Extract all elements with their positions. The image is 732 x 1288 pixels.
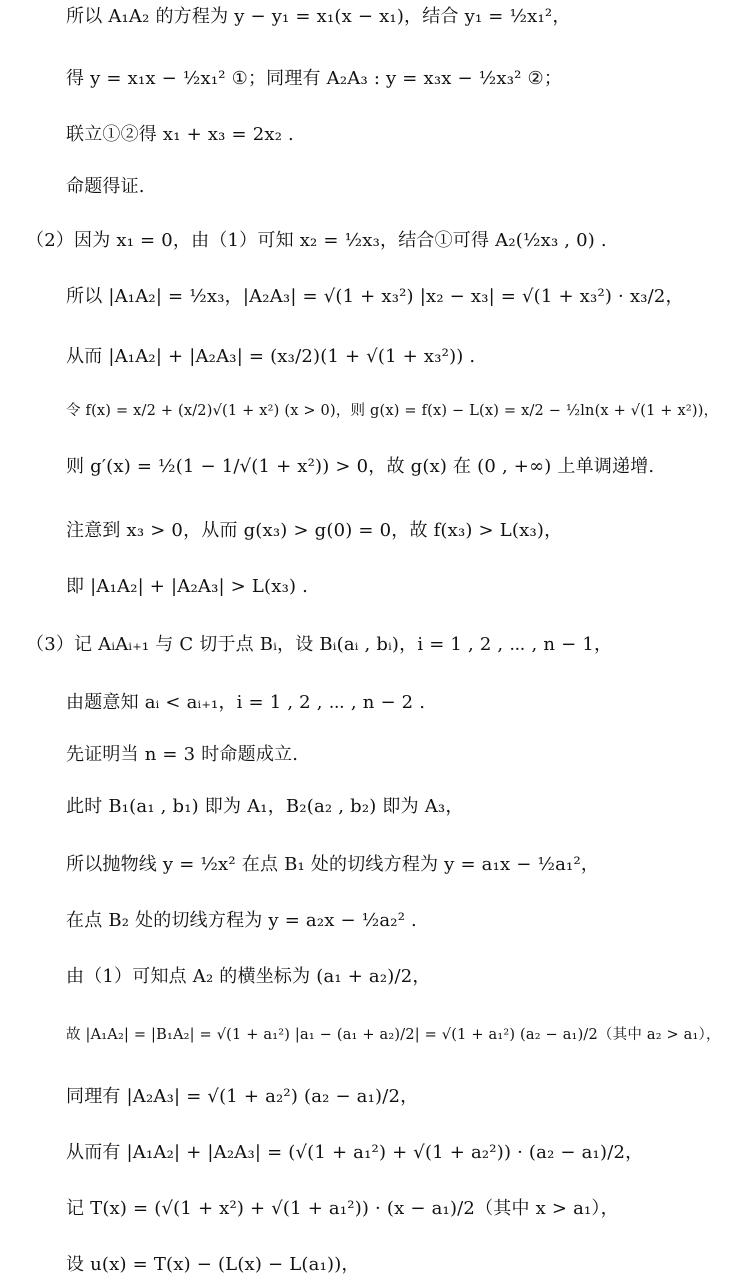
text-line: 联立①②得 x₁ + x₃ = 2x₂ . bbox=[66, 124, 294, 145]
text-line: 所以 |A₁A₂| = ½x₃，|A₂A₃| = √(1 + x₃²) |x₂ − x₃| = √(1 + x₃²) · x₃/2， bbox=[66, 286, 684, 307]
text-line: 所以抛物线 y = ½x² 在点 B₁ 处的切线方程为 y = a₁x − ½a₁²， bbox=[66, 854, 600, 875]
text-line: 先证明当 n = 3 时命题成立. bbox=[66, 744, 299, 765]
text-line: 同理有 |A₂A₃| = √(1 + a₂²) (a₂ − a₁)/2， bbox=[66, 1086, 419, 1107]
text-line: 此时 B₁(a₁ , b₁) 即为 A₁，B₂(a₂ , b₂) 即为 A₃， bbox=[66, 796, 464, 817]
text-line: 由（1）可知点 A₂ 的横坐标为 (a₁ + a₂)/2， bbox=[66, 966, 431, 987]
text-line: 得 y = x₁x − ½x₁² ①；同理有 A₂A₃ : y = x₃x − ½x₃² ②； bbox=[66, 68, 563, 89]
text-line: 从而 |A₁A₂| + |A₂A₃| = (x₃/2)(1 + √(1 + x₃²)) . bbox=[66, 346, 476, 367]
text-line: 在点 B₂ 处的切线方程为 y = a₂x − ½a₂² . bbox=[66, 910, 417, 931]
text-line: 由题意知 aᵢ < aᵢ₊₁，i = 1 , 2 , ⋯ , n − 2 . bbox=[66, 692, 426, 713]
text-line: 从而有 |A₁A₂| + |A₂A₃| = (√(1 + a₁²) + √(1 + a₂²)) · (a₂ − a₁)/2， bbox=[66, 1142, 644, 1163]
text-line: 命题得证. bbox=[66, 176, 145, 197]
text-line: 令 f(x) = x/2 + (x/2)√(1 + x²) (x > 0)，则 g(x) = f(x) − L(x) = x/2 − ½ln(x + √(1 + x²))， bbox=[66, 403, 719, 419]
section-heading-line: （2）因为 x₁ = 0，由（1）可知 x₂ = ½x₃，结合①可得 A₂(½x₃ , 0) . bbox=[26, 230, 607, 251]
text-line: 记 T(x) = (√(1 + x²) + √(1 + a₁²)) · (x − a₁)/2（其中 x > a₁）， bbox=[66, 1198, 619, 1219]
text-line: 即 |A₁A₂| + |A₂A₃| > L(x₃) . bbox=[66, 576, 309, 597]
text-line: 故 |A₁A₂| = |B₁A₂| = √(1 + a₁²) |a₁ − (a₁ + a₂)/2| = √(1 + a₁²) (a₂ − a₁)/2（其中 a₂ > a₁）， bbox=[66, 1027, 721, 1043]
text-line: 所以 A₁A₂ 的方程为 y − y₁ = x₁(x − x₁)，结合 y₁ = ½x₁²， bbox=[66, 6, 571, 27]
text-line: 设 u(x) = T(x) − (L(x) − L(a₁))， bbox=[66, 1254, 360, 1275]
section-heading-line: （3）记 AᵢAᵢ₊₁ 与 C 切于点 Bᵢ，设 Bᵢ(aᵢ , bᵢ)，i = 1 , 2 , ⋯ , n − 1， bbox=[26, 634, 613, 655]
text-line: 则 g′(x) = ½(1 − 1/√(1 + x²)) > 0，故 g(x) 在 (0 , +∞) 上单调递增. bbox=[66, 456, 655, 477]
text-line: 注意到 x₃ > 0，从而 g(x₃) > g(0) = 0，故 f(x₃) > L(x₃)， bbox=[66, 520, 563, 541]
